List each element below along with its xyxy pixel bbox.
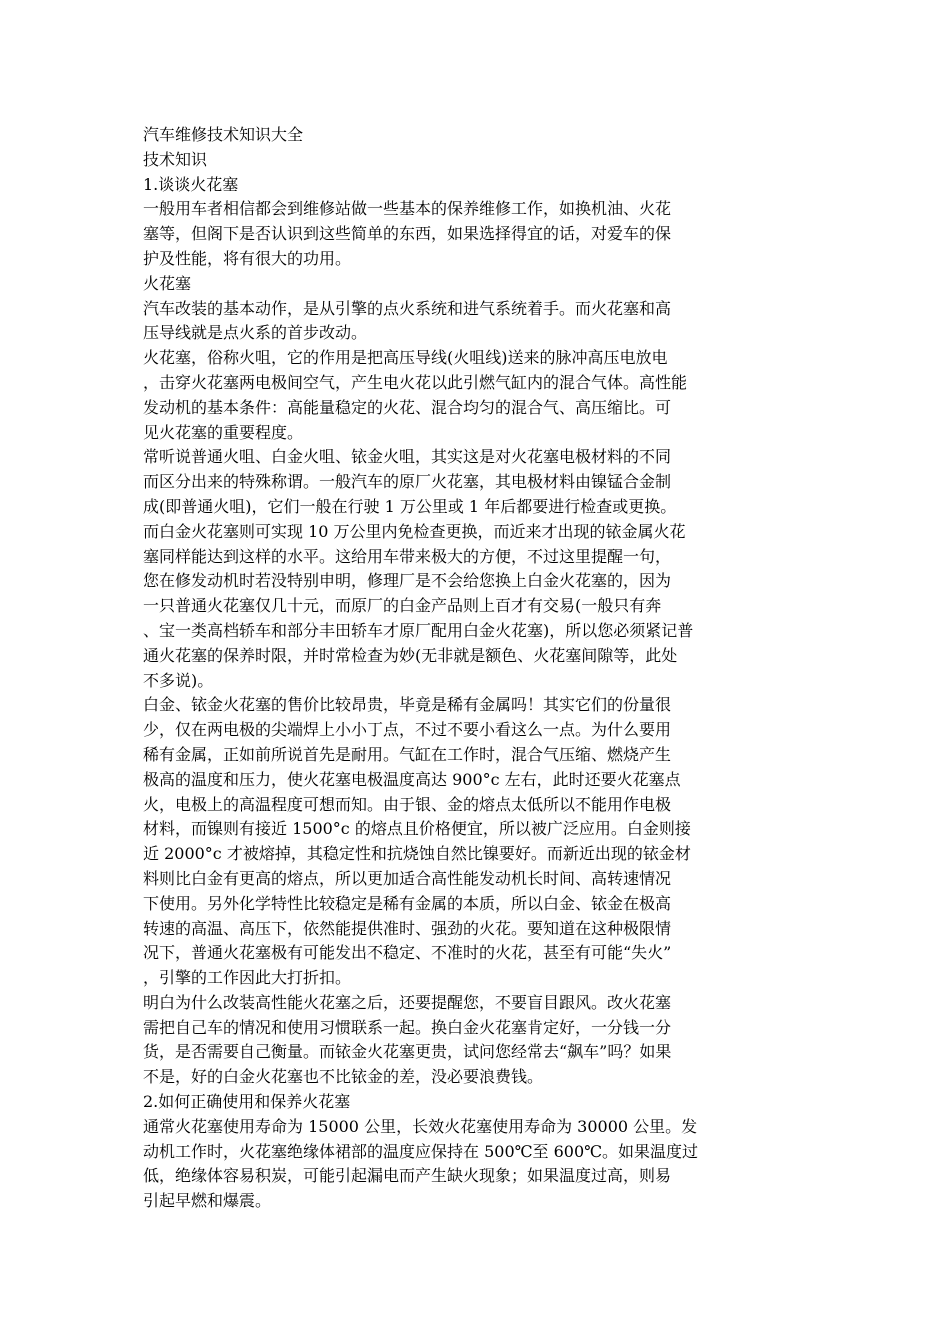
text-line: 况下，普通火花塞极有可能发出不稳定、不准时的火花，甚至有可能“失火” bbox=[143, 943, 672, 963]
text-line: 技术知识 bbox=[143, 149, 208, 169]
text-line: 2.如何正确使用和保养火花塞 bbox=[143, 1092, 351, 1112]
text-line: 一般用车者相信都会到维修站做一些基本的保养维修工作，如换机油、火花 bbox=[143, 199, 672, 219]
text-line: 、宝一类高档轿车和部分丰田轿车才原厂配用白金火花塞)，所以您必须紧记普 bbox=[143, 620, 694, 640]
text-line: 极高的温度和压力，使火花塞电极温度高达 900°c 左右，此时还要火花塞点 bbox=[143, 769, 681, 789]
text-line: 塞等，但阁下是否认识到这些简单的东西，如果选择得宜的话，对爱车的保 bbox=[143, 224, 672, 244]
text-line: 料则比白金有更高的熔点，所以更加适合高性能发动机长时间、高转速情况 bbox=[143, 868, 672, 888]
text-line: 动机工作时，火花塞绝缘体裙部的温度应保持在 500℃至 600℃。如果温度过 bbox=[143, 1141, 699, 1161]
text-line: 不是，好的白金火花塞也不比铱金的差，没必要浪费钱。 bbox=[143, 1067, 544, 1087]
text-line: 您在修发动机时若没特别申明，修理厂是不会给您换上白金火花塞的，因为 bbox=[143, 571, 672, 591]
document-body bbox=[143, 123, 723, 1214]
text-line: 火花塞，俗称火咀，它的作用是把高压导线(火咀线)送来的脉冲高压电放电 bbox=[143, 348, 668, 368]
text-line: 压导线就是点火系的首步改动。 bbox=[143, 323, 368, 343]
text-line: 转速的高温、高压下，依然能提供准时、强劲的火花。要知道在这种极限情 bbox=[143, 918, 672, 938]
text-line: 少，仅在两电极的尖端焊上小小丁点，不过不要小看这么一点。为什么要用 bbox=[143, 720, 672, 740]
text-line: 近 2000°c 才被熔掉，其稳定性和抗烧蚀自然比镍要好。而新近出现的铱金材 bbox=[143, 844, 691, 864]
text-line: 发动机的基本条件：高能量稳定的火花、混合均匀的混合气、高压缩比。可 bbox=[143, 397, 672, 417]
text-line: 汽车改装的基本动作，是从引擎的点火系统和进气系统着手。而火花塞和高 bbox=[143, 298, 672, 318]
text-line: 火花塞 bbox=[143, 273, 192, 293]
text-line: ，引擎的工作因此大打折扣。 bbox=[143, 968, 352, 988]
text-line: 塞同样能达到这样的水平。这给用车带来极大的方便，不过这里提醒一句， bbox=[143, 546, 672, 566]
text-line: 通常火花塞使用寿命为 15000 公里，长效火花塞使用寿命为 30000 公里。发 bbox=[143, 1116, 698, 1136]
text-line: 常听说普通火咀、白金火咀、铱金火咀，其实这是对火花塞电极材料的不同 bbox=[143, 447, 672, 467]
text-line: 火，电极上的高温程度可想而知。由于银、金的熔点太低所以不能用作电极 bbox=[143, 794, 672, 814]
text-line: 而区分出来的特殊称谓。一般汽车的原厂火花塞，其电极材料由镍锰合金制 bbox=[143, 472, 672, 492]
text-line: 不多说)。 bbox=[143, 670, 214, 690]
text-line: 稀有金属，正如前所说首先是耐用。气缸在工作时，混合气压缩、燃烧产生 bbox=[143, 744, 672, 764]
text-line: 1.谈谈火花塞 bbox=[143, 174, 239, 194]
text-line: 货，是否需要自己衡量。而铱金火花塞更贵，试问您经常去“飙车”吗？如果 bbox=[143, 1042, 672, 1062]
text-line: 通火花塞的保养时限，并时常检查为妙(无非就是额色、火花塞间隙等，此处 bbox=[143, 645, 678, 665]
text-line: 低，绝缘体容易积炭，可能引起漏电而产生缺火现象；如果温度过高，则易 bbox=[143, 1166, 672, 1186]
text-line: 一只普通火花塞仅几十元，而原厂的白金产品则上百才有交易(一般只有奔 bbox=[143, 596, 662, 616]
document-title: 汽车维修技术知识大全 bbox=[143, 125, 304, 144]
text-line: 而白金火花塞则可实现 10 万公里内免检查更换，而近来才出现的铱金属火花 bbox=[143, 521, 686, 541]
text-line: 见火花塞的重要程度。 bbox=[143, 422, 304, 442]
text-line: ，击穿火花塞两电极间空气，产生电火花以此引燃气缸内的混合气体。高性能 bbox=[143, 372, 688, 392]
text-line: 明白为什么改装高性能火花塞之后，还要提醒您，不要盲目跟风。改火花塞 bbox=[143, 992, 672, 1012]
text-line: 需把自己车的情况和使用习惯联系一起。换白金火花塞肯定好，一分钱一分 bbox=[143, 1017, 672, 1037]
text-line: 下使用。另外化学特性比较稳定是稀有金属的本质，所以白金、铱金在极高 bbox=[143, 893, 672, 913]
text-line: 引起早燃和爆震。 bbox=[143, 1191, 272, 1211]
text-line: 材料，而镍则有接近 1500°c 的熔点且价格便宜，所以被广泛应用。白金则接 bbox=[143, 819, 691, 839]
text-line: 成(即普通火咀)，它们一般在行驶 1 万公里或 1 年后都要进行检查或更换。 bbox=[143, 496, 677, 516]
text-line: 护及性能，将有很大的功用。 bbox=[143, 248, 352, 268]
text-line: 白金、铱金火花塞的售价比较昂贵，毕竟是稀有金属吗！其实它们的份量很 bbox=[143, 695, 672, 715]
